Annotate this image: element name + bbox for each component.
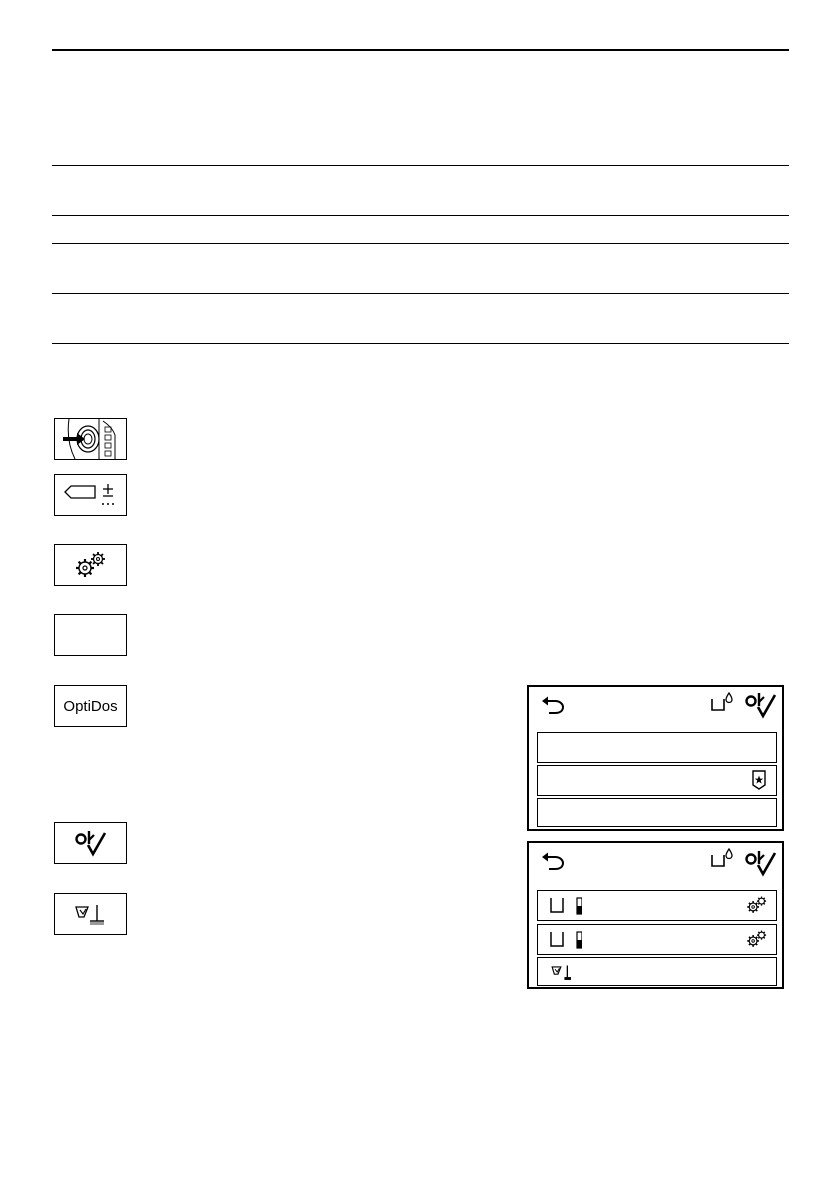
- tank-level-icon: [550, 930, 582, 950]
- gears-icon: [746, 929, 768, 949]
- display-1-row-1[interactable]: [537, 732, 777, 763]
- star-badge-icon: [751, 769, 767, 791]
- display-1-row-2[interactable]: [537, 765, 777, 796]
- back-arrow-icon[interactable]: [541, 695, 565, 715]
- blank-button: [54, 614, 127, 656]
- gears-icon: [74, 550, 108, 580]
- dispense-measure-icon: [550, 962, 576, 982]
- optidos-button: [54, 685, 127, 727]
- tank-drop-icon: [710, 847, 734, 869]
- ok-check-icon[interactable]: [745, 691, 777, 719]
- press-button-icon: [55, 419, 126, 459]
- optidos-label: OptiDos: [63, 697, 118, 715]
- press-button-illustration: [54, 418, 127, 460]
- tank-drop-icon: [710, 691, 734, 713]
- display-2-row-1[interactable]: [537, 890, 777, 921]
- settings-button: [54, 544, 127, 586]
- display-2-row-2[interactable]: [537, 924, 777, 955]
- display-screen-1: [527, 685, 784, 831]
- ok-button: [54, 822, 127, 864]
- dispense-measure-button: [54, 893, 127, 935]
- table-rule-4: [52, 293, 789, 294]
- display-2-row-3[interactable]: [537, 957, 777, 986]
- display-screen-2: [527, 841, 784, 989]
- tank-level-icon: [550, 896, 582, 916]
- display-1-row-3[interactable]: [537, 798, 777, 827]
- back-arrow-icon[interactable]: [541, 851, 565, 871]
- dispense-measure-icon: [73, 901, 109, 927]
- gears-icon: [746, 895, 768, 915]
- table-rule-1: [52, 165, 789, 166]
- table-rule-2: [52, 215, 789, 216]
- ok-check-icon[interactable]: [745, 849, 777, 877]
- ok-check-icon: [75, 829, 107, 857]
- table-rule-5: [52, 343, 789, 344]
- label-plus-minus-icon: [61, 482, 121, 508]
- table-rule-3: [52, 243, 789, 244]
- label-plus-minus-button: [54, 474, 127, 516]
- top-rule: [52, 49, 789, 51]
